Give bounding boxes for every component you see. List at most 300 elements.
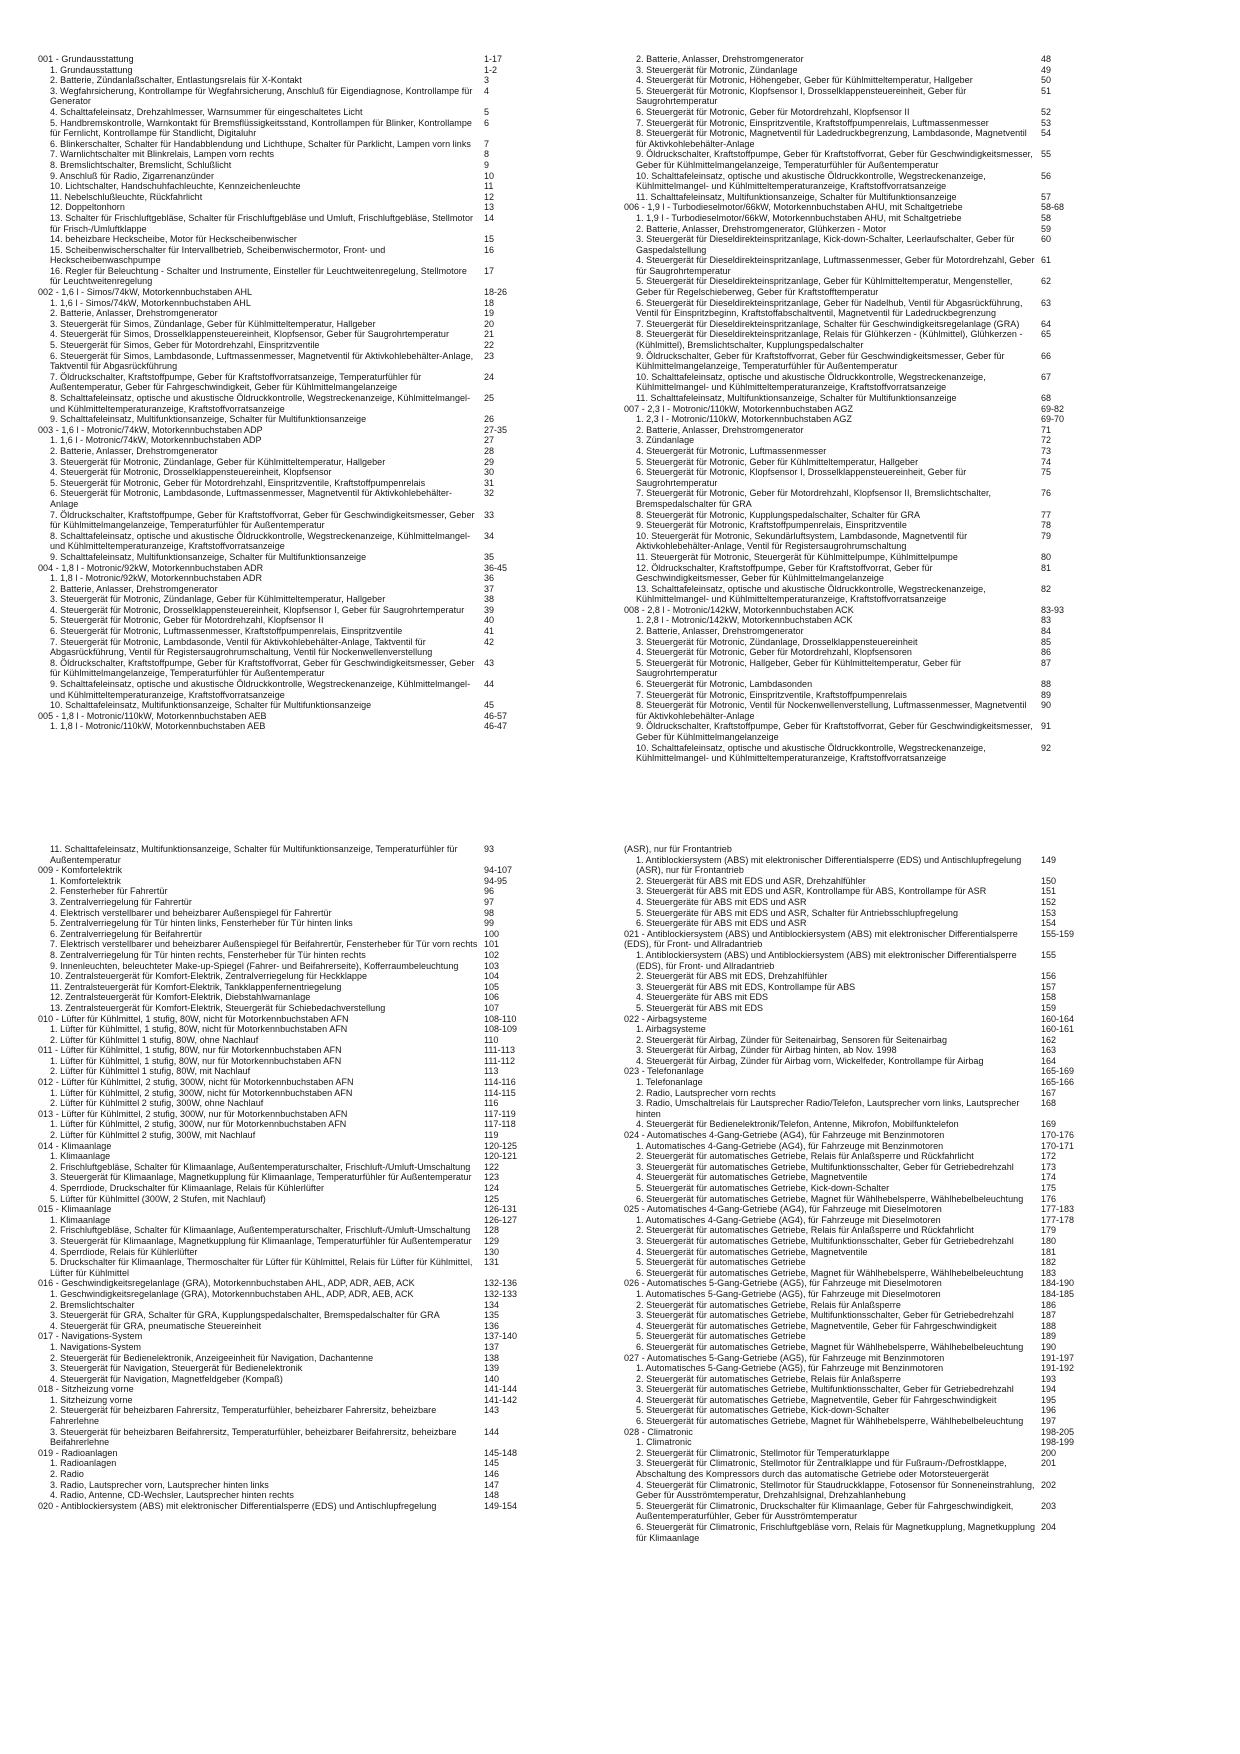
toc-entry-text: 8. Schalttafeleinsatz, optische und akustische Öldruckkontrolle, Wegstreckenanzeige, Kühlmittelmangel- und Kühlmitteltemperaturanzeige, Kraftstoffvorratsanzeige [50,393,471,414]
toc-entry-text: 1. 1,6 l - Motronic/74kW, Motorkennbuchstaben ADP [50,435,262,446]
toc-entry-pages: 15 [484,234,495,245]
toc-entry [624,971,1184,982]
toc-entry-pages: 11 [484,181,494,192]
toc-entry-text: 2. Steuergerät für automatisches Getriebe, Relais für Anlaßsperre [636,1373,901,1384]
toc-entry [624,86,1184,107]
toc-entry [38,897,598,908]
toc-entry-text: 002 - 1,6 l - Simos/74kW, Motorkennbuchstaben AHL [38,287,253,298]
toc-entry [624,552,1184,563]
toc-entry-pages: 124 [484,1183,500,1193]
toc-entry-pages: 126-131 [484,1204,518,1215]
toc-entry-pages: 27 [484,435,495,446]
toc-entry [38,721,598,732]
toc-entry-text: 5. Steuergerät für automatisches Getriebe, Kick-down-Schalter [636,1405,890,1416]
toc-section-header [38,1141,598,1152]
toc-section-header [38,1501,598,1512]
toc-section-header [38,1384,598,1395]
toc-entry-text: 2. Steuergerät für Airbag, Zünder für Seitenairbag, Sensoren für Seitenairbag [636,1034,948,1045]
toc-entry [38,1056,598,1067]
toc-entry-pages: 147 [484,1479,500,1490]
toc-entry [38,245,598,266]
toc-entry-pages: 186 [1041,1299,1057,1310]
toc-entry-pages: 184-185 [1041,1288,1075,1299]
toc-entry [38,457,598,468]
toc-entry-text: 7. Steuergerät für Motronic, Lambdasonde, Ventil für Aktivkohlebehälter-Anlage, Taktventil für Abgasrückführung, Ventil für Registersaugrohrumschaltung, Ventil für Nockenwellenverstellung [50,636,433,658]
toc-entry [38,1300,598,1311]
toc-entry [624,584,1184,605]
toc-entry-pages: 52 [1041,106,1052,117]
toc-entry-pages: 132-136 [484,1278,518,1289]
toc-entry [624,467,1184,488]
toc-entry [624,1088,1184,1099]
toc-entry-pages: 117-118 [484,1119,516,1130]
toc-entry-text: 3. Steuergerät für ABS mit EDS, Kontrollampe für ABS [636,981,856,992]
toc-entry-text: 3. Steuergerät für Simos, Zündanlage, Geber für Kühlmitteltemperatur, Hallgeber [50,318,376,329]
toc-entry-pages: 64 [1041,318,1052,329]
toc-entry-pages: 13 [484,202,495,213]
toc-entry-pages: 1-17 [484,54,503,64]
toc-entry [624,897,1184,908]
toc-entry-text: 4. Steuergerät für automatisches Getriebe, Magnetventile, Geber für Fahrgeschwindigkeit [636,1320,997,1331]
toc-entry-pages: 68 [1041,393,1052,403]
toc-entry-pages: 53 [1041,117,1052,128]
toc-entry [624,615,1184,626]
toc-entry-text: 10. Schalttafeleinsatz, optische und akustische Öldruckkontrolle, Wegstreckenanzeige, Kühlmittelmangel- und Kühlmitteltemperaturanzeige, Kraftstoffvorratsanzeige [636,742,986,764]
toc-entry-pages: 176 [1041,1193,1057,1204]
toc-entry-text: 1. Lüfter für Kühlmittel, 2 stufig, 300W, nur für Motorkennbuchstaben AFN [50,1119,347,1130]
toc-entry [38,886,598,897]
toc-entry-pages: 102 [484,949,500,960]
toc-entry-pages: 71 [1041,424,1052,435]
toc-entry [624,425,1184,436]
toc-entry [624,1448,1184,1459]
toc-entry-pages: 181 [1041,1246,1057,1257]
toc-entry [624,700,1184,721]
toc-entry-pages: 59 [1041,223,1052,234]
toc-entry-text: 2. Steuergerät für automatisches Getriebe, Relais für Anlaßsperre und Rückfahrlicht [636,1225,974,1236]
toc-entry [38,75,598,86]
toc-column-top-left [38,54,598,732]
toc-entry-text: 1. Lüfter für Kühlmittel, 1 stufig, 80W, nicht für Motorkennbuchstaben AFN [50,1024,348,1035]
toc-entry-pages: 8 [484,149,490,160]
toc-entry-pages: 164 [1041,1055,1057,1066]
toc-entry-pages: 158 [1041,992,1057,1003]
toc-entry-text: 7. Steuergerät für Motronic, Geber für Motordrehzahl, Klopfsensor II, Bremslichtschalter, Bremspedalschalter für GRA [636,488,992,509]
toc-entry [38,626,598,637]
toc-entry-text: 7. Öldruckschalter, Kraftstoffpumpe, Geber für Kraftstoffvorratsanzeige, Temperaturfühler für Außentemperatur, Geber für Fahrgeschwindigkeit, Geber für Kühlmittelmangelanzeige [50,371,422,393]
toc-entry-pages: 151 [1041,886,1057,897]
toc-entry [624,1342,1184,1353]
toc-entry [624,1225,1184,1236]
toc-entry [38,171,598,182]
toc-section-header [624,1427,1184,1438]
toc-entry [38,65,598,76]
toc-entry-text: 6. Steuergerät für Motronic, Lambdasonde, Luftmassenmesser, Magnetventil für Aktivkohlebehälter-Anlage [50,488,453,509]
toc-entry [38,139,598,150]
toc-entry-pages: 20 [484,318,495,329]
toc-entry [624,446,1184,457]
toc-entry-text: 7. Steuergerät für Dieseldirekteinspritzanlage, Schalter für Geschwindigkeitsregelanlage (GRA) [636,318,1020,329]
toc-entry-pages: 197 [1041,1416,1057,1427]
toc-entry [624,1268,1184,1279]
toc-entry-pages: 140 [484,1373,500,1384]
toc-entry-text: 3. Zündanlage [636,435,695,446]
toc-entry-text: 9. Öldruckschalter, Geber für Kraftstoffvorrat, Geber für Geschwindigkeitsmesser, Geber für Kühlmittelmangelanzeige, Temperaturfühler für Außentemperatur [636,350,1005,372]
toc-entry-text: 2. Fensterheber für Fahrertür [50,886,168,897]
toc-entry-text: 1. Automatisches 5-Gang-Getriebe (AG5), für Fahrzeuge mit Benzinmotoren [636,1363,944,1374]
toc-entry-pages: 58 [1041,212,1052,223]
toc-entry-text: 4. Sperrdiode, Relais für Kühlerlüfter [50,1246,198,1257]
toc-entry [38,1151,598,1162]
toc-entry-text: 019 - Radioanlagen [38,1447,118,1458]
toc-entry [624,372,1184,393]
toc-entry-pages: 156 [1041,971,1057,982]
toc-entry-pages: 165-169 [1041,1066,1075,1077]
toc-entry [624,1172,1184,1183]
toc-entry-text: 5. Steuergerät für Motronic, Geber für Motordrehzahl, Klopfsensor II [50,615,324,626]
toc-entry [38,918,598,929]
toc-entry-text: 2. Batterie, Anlasser, Drehstromgenerator, Glühkerzen - Motor [636,223,887,234]
toc-entry-text: 2. Batterie, Anlasser, Drehstromgenerator [636,54,804,64]
toc-entry [38,372,598,393]
toc-entry [38,340,598,351]
toc-section-header [38,711,598,722]
toc-section-header [624,1066,1184,1077]
toc-entry-pages: 39 [484,604,495,615]
toc-entry-text: 1. Automatisches 5-Gang-Getriebe (AG5), für Fahrzeuge mit Dieselmotoren [636,1288,941,1299]
toc-entry-pages: 191-192 [1041,1363,1075,1374]
toc-entry [624,118,1184,129]
toc-entry-text: 3. Steuergerät für automatisches Getriebe, Multifunktionsschalter, Geber für Getriebedrehzahl [636,1235,1014,1246]
toc-entry-pages: 69-70 [1041,414,1065,425]
toc-entry-pages: 94-95 [484,875,508,886]
toc-entry-text: 2. Batterie, Zündanlaßschalter, Entlastungsrelais für X-Kontakt [50,75,302,86]
toc-entry [38,950,598,961]
toc-entry-pages: 170-176 [1041,1130,1075,1141]
toc-entry-pages: 203 [1041,1500,1057,1511]
toc-entry-text: 2. Batterie, Anlasser, Drehstromgenerator [636,626,804,637]
toc-entry-text: 6. Steuergerät für Motronic, Lambdasonden [636,679,813,690]
toc-entry-pages: 46-57 [484,710,508,721]
toc-entry [624,690,1184,701]
toc-entry [38,1215,598,1226]
toc-entry [624,393,1184,404]
toc-entry-text: 3. Steuergerät für Klimaanlage, Magnetkupplung für Klimaanlage, Temperaturfühler für Außentemperatur [50,1172,472,1183]
toc-entry-pages: 76 [1041,488,1052,499]
toc-entry [38,488,598,509]
toc-entry-text: 3. Steuergerät für Klimaanlage, Magnetkupplung für Klimaanlage, Temperaturfühler für Außentemperatur [50,1235,472,1246]
toc-entry [624,510,1184,521]
toc-section-header [624,1353,1184,1364]
toc-entry [38,605,598,616]
toc-entry-text: 12. Zentralsteuergerät für Komfort-Elektrik, Diebstahlwarnanlage [50,992,311,1003]
toc-entry-text: 9. Schalttafeleinsatz, optische und akustische Öldruckkontrolle, Wegstreckenanzeige, Kühlmittelmangel- und Kühlmitteltemperaturanzeige, Kraftstoffvorratsanzeige [50,679,471,700]
toc-entry-pages: 29 [484,456,495,467]
toc-entry-pages: 79 [1041,530,1052,541]
toc-entry-text: 14. beheizbare Heckscheibe, Motor für Heckscheibenwischer [50,234,297,245]
toc-entry-pages: 126-127 [484,1214,518,1225]
toc-entry-text: 2. Bremslichtschalter [50,1299,135,1310]
toc-entry-text: 1. Grundausstattung [50,64,133,75]
toc-entry-text: 3. Steuergerät für Motronic, Zündanlage [636,64,798,75]
toc-entry [38,510,598,531]
toc-entry-pages: 17 [484,265,495,276]
toc-entry-text: 1. 1,6 l - Simos/74kW, Motorkennbuchstaben AHL [50,297,251,308]
toc-entry [38,414,598,425]
toc-entry-pages: 195 [1041,1394,1057,1405]
toc-entry-pages: 108-109 [484,1024,518,1035]
toc-entry-text: 11. Schalttafeleinsatz, Multifunktionsanzeige, Schalter für Multifunktionsanzeige [636,191,957,202]
toc-entry [38,1395,598,1406]
toc-entry-pages: 120-125 [484,1140,518,1151]
toc-entry-pages: 117-119 [484,1108,516,1119]
toc-entry-text: 018 - Sitzheizung vorne [38,1384,134,1395]
toc-entry [38,1257,598,1278]
toc-entry [38,160,598,171]
toc-entry-text: 028 - Climatronic [624,1426,693,1437]
toc-entry [38,1098,598,1109]
toc-entry-pages: 84 [1041,626,1052,637]
toc-entry-pages: 50 [1041,75,1052,86]
toc-entry [624,1300,1184,1311]
toc-entry-text: 5. Steuergerät für Motronic, Geber für Kühlmitteltemperatur, Hallgeber [636,456,919,467]
toc-entry [624,1035,1184,1046]
toc-entry-pages: 74 [1041,456,1052,467]
toc-section-header [38,1278,598,1289]
toc-entry-text: 2. Lüfter für Kühlmittel 1 stufig, 80W, ohne Nachlauf [50,1034,259,1045]
toc-entry-pages: 63 [1041,297,1052,308]
toc-entry-text: 7. Elektrisch verstellbarer und beheizbarer Außenspiegel für Beifahrertür, Fensterheber für Tür vorn rechts [50,939,478,950]
toc-entry-text: 4. Sperrdiode, Druckschalter für Klimaanlage, Relais für Kühlerlüfter [50,1183,325,1193]
toc-entry-text: 8. Öldruckschalter, Kraftstoffpumpe, Geber für Kraftstoffvorrat, Geber für Geschwindigkeitsmesser, Geber für Kühlmittelmangelanzeige, Temperaturfühler für Außentemperatur [50,657,475,679]
toc-entry [38,637,598,658]
toc-entry-text: 6. Steuergerät für Motronic, Geber für Motordrehzahl, Klopfsensor II [636,106,910,117]
toc-entry-pages: 103 [484,960,500,971]
toc-entry [624,992,1184,1003]
toc-entry [38,982,598,993]
toc-entry-pages: 6 [484,117,490,128]
toc-entry [624,531,1184,552]
toc-entry [38,1405,598,1426]
toc-entry [624,1024,1184,1035]
toc-entry-text: 4. Steuergerät für Motronic, Höhengeber, Geber für Kühlmitteltemperatur, Hallgeber [636,75,973,86]
toc-entry-pages: 46-47 [484,721,508,732]
toc-entry-text: 4. Steuergerät für GRA, pneumatische Steuereinheit [50,1320,262,1331]
toc-section-header [38,425,598,436]
toc-entry-text: 3. Steuergerät für Motronic, Zündanlage, Geber für Kühlmitteltemperatur, Hallgeber [50,456,386,467]
toc-entry-text: 003 - 1,6 l - Motronic/74kW, Motorkennbuchstaben ADP [38,424,263,435]
toc-entry-text: 5. Steuergerät für Dieseldirekteinspritzanlage, Geber für Kühlmitteltemperatur, Mengensteller, Geber für Regelschieberweg, Geber für Kraftstofftemperatur [636,276,1013,298]
toc-entry-text: 3. Radio, Umschaltrelais für Lautsprecher Radio/Telefon, Lautsprecher vorn links, Lautsprecher hinten [636,1098,1020,1119]
toc-entry [624,1098,1184,1119]
toc-entry [624,637,1184,648]
toc-entry-pages: 93 [484,844,495,854]
toc-entry-pages: 55 [1041,149,1052,160]
toc-entry [624,1321,1184,1332]
toc-entry [624,128,1184,149]
toc-entry [38,1363,598,1374]
toc-entry-text: 5. Lüfter für Kühlmittel (300W, 2 Stufen, mit Nachlauf) [50,1193,266,1204]
toc-entry-pages: 27-35 [484,424,508,435]
toc-entry-pages: 48 [1041,54,1052,64]
toc-entry-text: 3. Steuergerät für Airbag, Zünder für Airbag hinten, ab Nov. 1998 [636,1045,897,1056]
toc-entry-text: 4. Steuergerät für Motronic, Geber für Motordrehzahl, Klopfsensoren [636,647,912,658]
toc-entry-text: 9. Schalttafeleinsatz, Multifunktionsanzeige, Schalter für Multifunktionsanzeige [50,551,367,562]
toc-entry [38,308,598,319]
toc-entry [624,908,1184,919]
toc-entry-pages: 80 [1041,551,1052,562]
toc-entry-text: 2. Steuergerät für automatisches Getriebe, Relais für Anlaßsperre [636,1299,901,1310]
toc-entry [624,414,1184,425]
toc-entry-pages: 87 [1041,657,1052,668]
toc-entry-text: 2. Radio [50,1469,84,1480]
toc-entry-pages: 139 [484,1363,500,1374]
toc-entry-pages: 61 [1041,255,1052,266]
toc-entry-pages: 7 [484,138,490,149]
toc-entry-text: 9. Schalttafeleinsatz, Multifunktionsanzeige, Schalter für Multifunktionsanzeige [50,414,367,425]
toc-entry [624,1480,1184,1501]
toc-entry-text: 4. Schalttafeleinsatz, Drehzahlmesser, Warnsummer für eingeschaltetes Licht [50,106,363,117]
toc-entry-text: 2. Steuergerät für beheizbaren Fahrersitz, Temperaturfühler, beheizbarer Fahrersitz, beheizbare Fahrerlehne [50,1405,437,1427]
toc-entry-pages: 72 [1041,435,1052,446]
toc-entry [624,1247,1184,1258]
toc-entry [38,234,598,245]
toc-section-header [624,929,1184,950]
toc-entry-text: 020 - Antiblockiersystem (ABS) mit elektronischer Differentialsperre (EDS) und Antischlupfregelung [38,1500,437,1511]
toc-entry-text: 3. Steuergerät für Navigation, Steuergerät für Bedienelektronik [50,1363,303,1374]
toc-entry-pages: 149-154 [484,1500,518,1511]
toc-entry-pages: 167 [1041,1087,1057,1098]
toc-entry [624,319,1184,330]
toc-entry-pages: 196 [1041,1405,1057,1416]
toc-entry-text: 11. Nebelschlußleuchte, Rückfahrlicht [50,191,203,202]
toc-section-header [624,1204,1184,1215]
toc-entry-pages: 42 [484,636,495,647]
toc-entry-text: 4. Steuergerät für Bedienelektronik/Telefon, Antenne, Mikrofon, Mobilfunktelefon [636,1119,959,1130]
toc-entry-text: 5. Handbremskontrolle, Warnkontakt für Bremsflüssigkeitsstand, Kontrollampen für Blinker, Kontrollampe für Fernlicht, Kontrollampe für Standlicht, Digitaluhr [50,117,472,139]
toc-entry [38,1024,598,1035]
toc-entry-text: 8. Steuergerät für Motronic, Ventil für Nockenwellenverstellung, Luftmassenmesser, Magnetventil für Aktivkohlebehälter-Anlage [636,700,1027,721]
toc-entry [38,1321,598,1332]
toc-entry-text: 3. Steuergerät für Motronic, Zündanlage, Drosselklappensteuereinheit [636,636,918,647]
toc-entry-text: 1. 1,8 l - Motronic/92kW, Motorkennbuchstaben ADR [50,573,263,584]
toc-entry-text: 006 - 1,9 l - Turbodieselmotor/66kW, Motorkennbuchstaben AHU, mit Schaltgetriebe [624,202,963,213]
toc-entry-pages: 83-93 [1041,604,1065,615]
toc-entry [624,1257,1184,1268]
toc-entry [624,563,1184,584]
toc-entry-text: 3. Wegfahrsicherung, Kontrollampe für Wegfahrsicherung, Anschluß für Eigendiagnose, Kontrollampe für Generator [50,85,473,107]
toc-entry-pages: 149 [1041,854,1057,865]
toc-entry-pages: 144 [484,1426,500,1437]
toc-entry [38,552,598,563]
toc-entry-pages: 35 [484,551,495,562]
toc-entry-pages: 77 [1041,509,1052,520]
toc-entry-text: 4. Elektrisch verstellbarer und beheizbarer Außenspiegel für Fahrertür [50,907,332,918]
toc-entry [38,844,598,865]
toc-entry [38,584,598,595]
toc-entry-pages: 168 [1041,1098,1057,1109]
toc-entry-pages: 155 [1041,949,1057,960]
toc-entry-text: 10. Schalttafeleinsatz, Multifunktionsanzeige, Schalter für Multifunktionsanzeige [50,700,372,711]
toc-entry-text: 1. Telefonanlage [636,1077,703,1088]
toc-entry-text: 2. Frischluftgebläse, Schalter für Klimaanlage, Außentemperaturschalter, Frischluft-/Umluft-Umschaltung [50,1225,471,1236]
toc-entry-pages: 141-142 [484,1394,518,1405]
toc-entry-text: 11. Zentralsteuergerät für Komfort-Elektrik, Tankklappenfernentriegelung [50,981,342,992]
toc-entry-pages: 172 [1041,1151,1057,1162]
toc-entry-pages: 165-166 [1041,1077,1075,1088]
toc-entry [38,298,598,309]
toc-entry-text: 5. Steuergerät für ABS mit EDS [636,1002,764,1013]
toc-entry-text: 13. Schalttafeleinsatz, optische und akustische Öldruckkontrolle, Wegstreckenanzeige, Kühlmittelmangel- und Kühlmitteltemperaturanzeige, Kraftstoffvorratsanzeige [636,583,986,605]
toc-entry-text: (ASR), nur für Frontantrieb [624,844,732,854]
toc-entry [38,1342,598,1353]
toc-entry-text: 026 - Automatisches 5-Gang-Getriebe (AG5), für Fahrzeuge mit Dieselmotoren [624,1278,942,1289]
toc-entry-pages: 120-121 [484,1151,518,1162]
toc-entry-text: 1. Radioanlagen [50,1458,117,1469]
toc-entry [624,658,1184,679]
toc-entry-pages: 154 [1041,918,1057,929]
toc-entry [38,329,598,340]
toc-entry-text: 4. Steuergerät für automatisches Getriebe, Magnetventile, Geber für Fahrgeschwindigkeit [636,1394,997,1405]
toc-entry [38,446,598,457]
toc-entry-text: 3. Steuergerät für Dieseldirekteinspritzanlage, Kick-down-Schalter, Leerlaufschalter, Geber für Gaspedalstellung [636,234,1015,255]
toc-section-header [624,1130,1184,1141]
toc-section-header [38,1045,598,1056]
toc-entry-pages: 175 [1041,1183,1057,1193]
toc-entry-text: 8. Zentralverriegelung für Tür hinten rechts, Fensterheber für Tür hinten rechts [50,949,366,960]
toc-entry-pages: 155-159 [1041,928,1075,939]
toc-entry-pages: 5 [484,106,490,117]
toc-entry-pages: 85 [1041,636,1052,647]
toc-entry [624,626,1184,637]
toc-entry-pages: 173 [1041,1161,1057,1172]
toc-entry-text: 6. Steuergerät für automatisches Getriebe, Magnet für Wählhebelsperre, Wählhebelbeleuchtung [636,1193,1024,1204]
toc-entry-text: 013 - Lüfter für Kühlmittel, 2 stufig, 300W, nur für Motorkennbuchstaben AFN [38,1108,348,1119]
toc-entry [624,351,1184,372]
toc-entry [624,329,1184,350]
toc-entry-text: 1. Klimaanlage [50,1151,111,1162]
toc-entry-text: 4. Steuergeräte für ABS mit EDS und ASR [636,896,807,907]
toc-entry-pages: 170-171 [1041,1140,1075,1151]
toc-entry-pages: 82 [1041,583,1052,594]
toc-entry-pages: 67 [1041,371,1052,382]
toc-entry-pages: 198-205 [1041,1426,1075,1437]
toc-entry-text: 5. Zentralverriegelung für Tür hinten links, Fensterheber für Tür hinten links [50,918,353,929]
toc-entry-pages: 60 [1041,234,1052,245]
toc-entry [624,1215,1184,1226]
toc-entry [38,1374,598,1385]
toc-entry [624,1289,1184,1300]
toc-entry-pages: 45 [484,700,495,711]
toc-entry [624,1384,1184,1395]
toc-entry-pages: 135 [484,1310,500,1321]
toc-entry [624,1458,1184,1479]
toc-entry-text: 4. Steuergerät für Simos, Drosselklappensteuereinheit, Klopfsensor, Geber für Saugrohrtemperatur [50,329,450,340]
toc-entry-text: 8. Steuergerät für Dieseldirekteinspritzanlage, Relais für Glühkerzen - (Kühlmittel), Glühkerzen - (Kühlmittel), Bremslichtschalter, Kupplungspedalschalter [636,329,1023,351]
toc-entry-text: 2. Batterie, Anlasser, Drehstromgenerator [50,445,218,456]
toc-entry-text: 1. Lüfter für Kühlmittel, 1 stufig, 80W, nur für Motorkennbuchstaben AFN [50,1055,342,1066]
toc-entry-pages: 177-178 [1041,1214,1075,1225]
toc-entry [38,1162,598,1173]
toc-entry-text: 12. Öldruckschalter, Kraftstoffpumpe, Geber für Kraftstoffvorrat, Geber für Geschwindigkeitsmesser, Geber für Kühlmittelmangelanzeige [636,562,933,584]
toc-entry-pages: 110 [484,1034,499,1045]
toc-entry-pages: 174 [1041,1172,1057,1183]
toc-entry-pages: 90 [1041,700,1052,711]
toc-section-header [38,865,598,876]
toc-entry [38,1247,598,1258]
toc-entry-pages: 99 [484,918,495,929]
toc-entry-pages: 10 [484,170,495,181]
